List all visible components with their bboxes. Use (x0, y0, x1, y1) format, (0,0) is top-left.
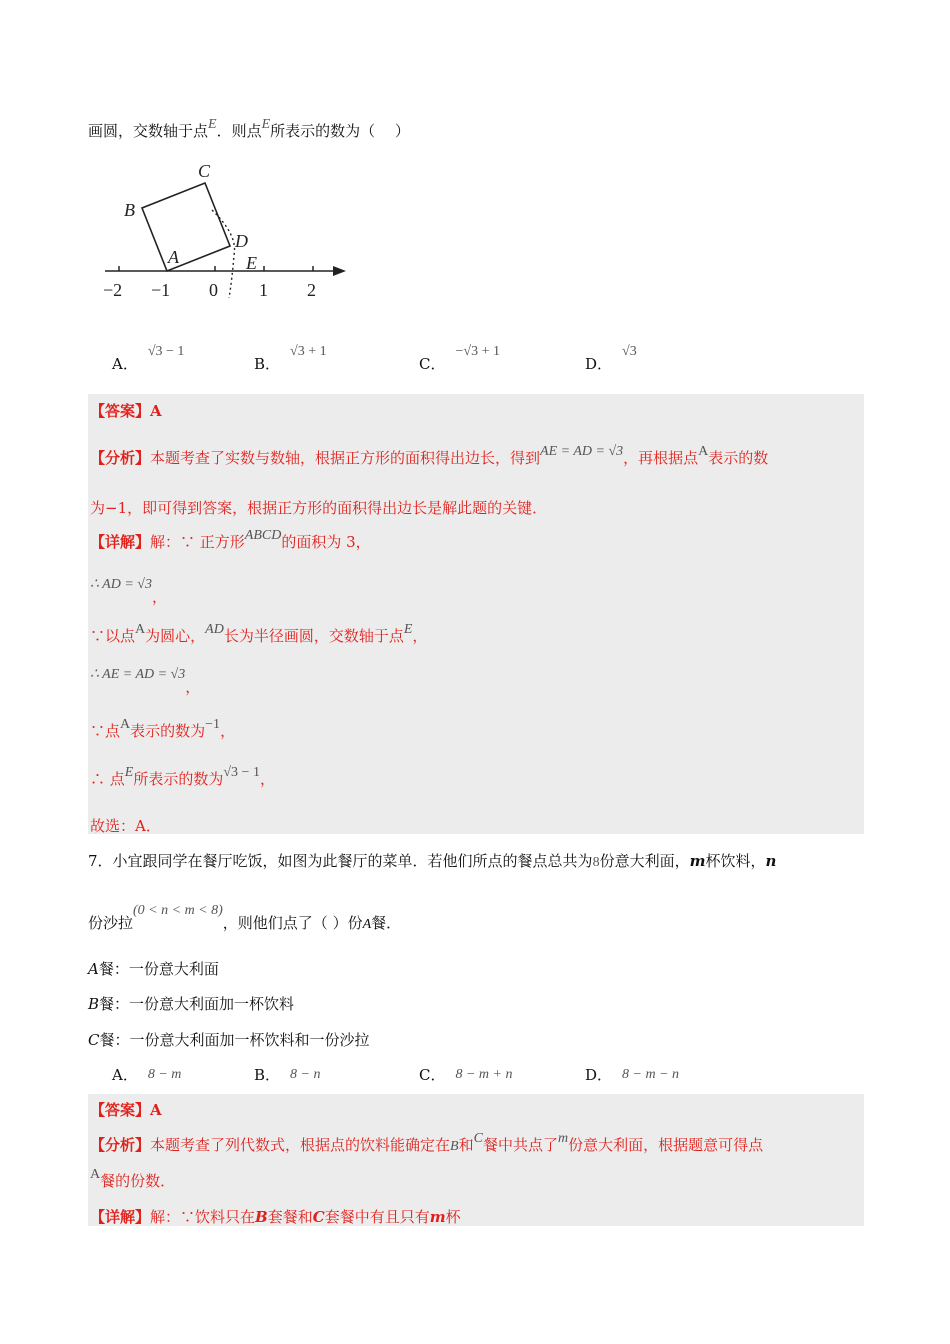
tick-label: 1 (259, 280, 268, 300)
q6-detail-line1: 【详解】解：∵ 正方形ABCD的面积为 3， (90, 528, 371, 551)
menu-item-c: C餐：一份意大利面加一杯饮料和一份沙拉 (88, 1031, 370, 1049)
q7-option-a[interactable]: A． 8 − m (112, 1066, 182, 1084)
q6-intro: 画圆，交数轴于点E．则点E所表示的数为（ ） (88, 117, 410, 140)
label-a: A (168, 247, 179, 267)
q6-answer: 【答案】A (90, 402, 162, 420)
q6-detail-line5: ∵点A表示的数为−1， (90, 717, 236, 740)
q6-detail-line2: ∴ AD = √3， (90, 577, 167, 606)
q6-option-a[interactable]: A．√3 − 1 (112, 344, 185, 373)
q7-option-c[interactable]: C． 8 − m + n (419, 1066, 513, 1084)
q7-analysis-line2: A餐的份数． (90, 1167, 176, 1190)
q7-detail-line1: 【详解】解：∵饮料只在B套餐和C套餐中有且只有m杯 (90, 1208, 461, 1226)
q6-option-b[interactable]: B．√3 + 1 (254, 344, 327, 373)
q7-option-b[interactable]: B． 8 − n (254, 1066, 321, 1084)
label-b: B (124, 200, 135, 220)
q7-analysis-line1: 【分析】本题考查了列代数式，根据点的饮料能确定在B和C餐中共点了m份意大利面，根据题意可得点 (90, 1131, 764, 1154)
tick-label: −2 (103, 280, 123, 300)
menu-item-a: A餐：一份意大利面 (88, 960, 219, 978)
axis-arrow-icon (333, 266, 346, 276)
q6-option-c[interactable]: C．−√3 + 1 (419, 344, 500, 373)
q7-stem-line2: 份沙拉(0 < n < m < 8)，则他们点了（ ）份A餐． (88, 903, 402, 932)
tick-label: −1 (151, 280, 171, 300)
label-c: C (198, 161, 211, 181)
q6-detail-line6: ∴ 点E所表示的数为√3 − 1， (90, 765, 275, 788)
q6-conclusion: 故选：A． (90, 817, 161, 835)
q6-analysis-line2: 为−1，即可得到答案，根据正方形的面积得出边长是解此题的关键． (90, 499, 548, 517)
label-d: D (235, 231, 248, 251)
square-abcd (142, 183, 230, 271)
menu-item-b: B餐：一份意大利面加一杯饮料 (88, 995, 295, 1013)
q7-stem-line1: 7．小宜跟同学在餐厅吃饭，如图为此餐厅的菜单．若他们所点的餐点总共为8份意大利面，m杯饮料，n (88, 852, 777, 870)
tick-label: 2 (307, 280, 316, 300)
q6-option-d[interactable]: D．√3 (585, 344, 637, 373)
q7-option-d[interactable]: D． 8 − m − n (585, 1066, 680, 1084)
q6-detail-line3: ∵以点A为圆心，AD长为半径画圆，交数轴于点E， (90, 622, 428, 645)
q6-analysis-line1: 【分析】本题考查了实数与数轴，根据正方形的面积得出边长，得到AE = AD = √3，再根据点A表示的数 (90, 444, 769, 467)
tick-label: 0 (209, 280, 218, 300)
q6-detail-line4: ∴ AE = AD = √3， (90, 667, 201, 696)
label-e: E (246, 253, 257, 273)
number-line-figure (98, 158, 358, 303)
q7-answer: 【答案】A (90, 1101, 162, 1119)
